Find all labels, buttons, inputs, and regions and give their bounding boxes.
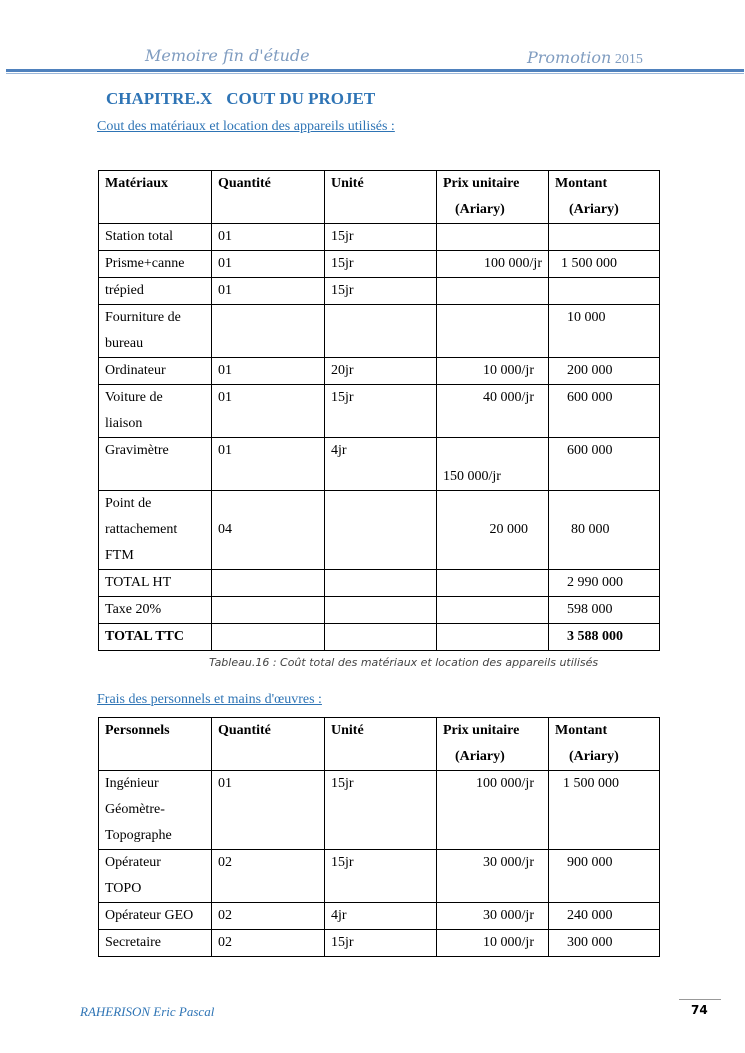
table-cell: 4jr bbox=[325, 438, 437, 491]
table-cell: 15jr bbox=[325, 385, 437, 438]
table-cell: 150 000/jr bbox=[437, 438, 549, 491]
table-cell bbox=[99, 850, 212, 903]
header-promotion-label: Promotion bbox=[527, 48, 612, 67]
cell-line: bureau bbox=[105, 336, 144, 351]
table-cell: TOTAL HT bbox=[99, 570, 212, 597]
table-cell: 15jr bbox=[325, 771, 437, 850]
amount-value: 3 588 000 bbox=[567, 629, 623, 644]
footer-author: RAHERISON Eric Pascal bbox=[80, 1004, 215, 1019]
table-cell bbox=[437, 570, 549, 597]
table-cell bbox=[549, 624, 660, 651]
amount-value: 80 000 bbox=[571, 522, 610, 537]
cell-line: Topographe bbox=[105, 828, 172, 843]
header-line: Prix unitaire bbox=[443, 176, 520, 191]
table-cell bbox=[212, 624, 325, 651]
personnel-cost-table bbox=[98, 717, 660, 957]
table-cell bbox=[99, 305, 212, 358]
page-number-rule bbox=[679, 999, 721, 1000]
table-row bbox=[99, 251, 660, 278]
table-row bbox=[99, 358, 660, 385]
table-cell: 01 bbox=[212, 438, 325, 491]
table-cell: Ordinateur bbox=[99, 358, 212, 385]
table-cell bbox=[549, 903, 660, 930]
table-cell: 01 bbox=[212, 385, 325, 438]
header-document-title: Memoire fin d'étude bbox=[145, 46, 310, 65]
table-header-row bbox=[99, 718, 660, 771]
table-cell: Station total bbox=[99, 224, 212, 251]
table-cell: 15jr bbox=[325, 278, 437, 305]
table-row bbox=[99, 624, 660, 651]
header-cell bbox=[549, 718, 660, 771]
materials-cost-table bbox=[98, 170, 660, 651]
header-line: (Ariary) bbox=[455, 749, 505, 764]
table-cell bbox=[325, 305, 437, 358]
page-number: 74 bbox=[691, 1003, 708, 1017]
header-cell: Quantité bbox=[212, 718, 325, 771]
header-line: (Ariary) bbox=[455, 202, 505, 217]
table-cell: 20 000 bbox=[437, 491, 549, 570]
table-cell: 01 bbox=[212, 224, 325, 251]
table-caption: Tableau.16 : Coût total des matériaux et location des appareils utilisés bbox=[209, 656, 599, 669]
header-line: Prix unitaire bbox=[443, 723, 520, 738]
amount-value: 10 000 bbox=[567, 310, 606, 325]
table-cell: 15jr bbox=[325, 930, 437, 957]
table-cell bbox=[325, 491, 437, 570]
table-cell bbox=[549, 491, 660, 570]
table-cell bbox=[212, 305, 325, 358]
table-cell bbox=[549, 305, 660, 358]
table-row bbox=[99, 771, 660, 850]
table-cell: 01 bbox=[212, 771, 325, 850]
amount-value: 600 000 bbox=[567, 443, 613, 458]
cell-line: FTM bbox=[105, 548, 134, 563]
table-header-row bbox=[99, 171, 660, 224]
table-cell: Secretaire bbox=[99, 930, 212, 957]
table-cell: 40 000/jr bbox=[437, 385, 549, 438]
header-cell: Personnels bbox=[99, 718, 212, 771]
table-row bbox=[99, 305, 660, 358]
table-row bbox=[99, 385, 660, 438]
section-title-personnel: Frais des personnels et mains d'œuvres : bbox=[97, 692, 322, 707]
cell-line: Géomètre- bbox=[105, 802, 165, 817]
section-title-materials: Cout des matériaux et location des appareils utilisés : bbox=[97, 119, 395, 134]
table-cell: 02 bbox=[212, 903, 325, 930]
header-line: (Ariary) bbox=[569, 749, 619, 764]
table-cell: TOTAL TTC bbox=[99, 624, 212, 651]
table-cell: Opérateur GEO bbox=[99, 903, 212, 930]
header-cell: Unité bbox=[325, 171, 437, 224]
table-cell bbox=[437, 224, 549, 251]
table-cell bbox=[549, 597, 660, 624]
header-rule bbox=[6, 69, 744, 72]
table-cell: 30 000/jr bbox=[437, 850, 549, 903]
amount-value: 200 000 bbox=[567, 363, 613, 378]
table-cell: 15jr bbox=[325, 850, 437, 903]
table-cell: 100 000/jr bbox=[437, 771, 549, 850]
table-row bbox=[99, 930, 660, 957]
table-cell: 15jr bbox=[325, 251, 437, 278]
table-cell: 15jr bbox=[325, 224, 437, 251]
header-promotion-year: 2015 bbox=[614, 52, 643, 67]
table-cell: 01 bbox=[212, 358, 325, 385]
table-cell: 20jr bbox=[325, 358, 437, 385]
table-cell bbox=[549, 438, 660, 491]
amount-value: 900 000 bbox=[567, 855, 613, 870]
cell-line: rattachement bbox=[105, 522, 178, 537]
table-row bbox=[99, 224, 660, 251]
cell-line: TOPO bbox=[105, 881, 142, 896]
table-cell bbox=[549, 930, 660, 957]
cell-line: Opérateur bbox=[105, 855, 161, 870]
cell-line: liaison bbox=[105, 416, 143, 431]
table-cell bbox=[549, 278, 660, 305]
amount-value: 2 990 000 bbox=[567, 575, 623, 590]
table-cell bbox=[325, 624, 437, 651]
amount-value: 1 500 000 bbox=[561, 256, 617, 271]
table-cell bbox=[437, 305, 549, 358]
table-cell bbox=[437, 597, 549, 624]
amount-value: 240 000 bbox=[567, 908, 613, 923]
table-cell bbox=[325, 570, 437, 597]
table-cell: 10 000/jr bbox=[437, 358, 549, 385]
table-cell bbox=[549, 251, 660, 278]
header-cell: Matériaux bbox=[99, 171, 212, 224]
table-row bbox=[99, 903, 660, 930]
table-cell bbox=[99, 385, 212, 438]
chapter-number: CHAPITRE.X bbox=[106, 89, 213, 108]
table-row bbox=[99, 850, 660, 903]
table-cell bbox=[549, 570, 660, 597]
table-cell: 02 bbox=[212, 850, 325, 903]
table-cell bbox=[437, 278, 549, 305]
table-cell bbox=[549, 850, 660, 903]
cell-line: Point de bbox=[105, 496, 152, 511]
amount-value: 598 000 bbox=[567, 602, 613, 617]
table-cell bbox=[549, 385, 660, 438]
table-cell: 01 bbox=[212, 251, 325, 278]
header-rule-thin bbox=[6, 73, 744, 74]
table-cell bbox=[325, 597, 437, 624]
header-line: Montant bbox=[555, 723, 608, 738]
header-line: Montant bbox=[555, 176, 608, 191]
header-cell bbox=[437, 171, 549, 224]
table-row bbox=[99, 491, 660, 570]
cell-line: Voiture de bbox=[105, 390, 163, 405]
table-cell: 100 000/jr bbox=[437, 251, 549, 278]
amount-value: 1 500 000 bbox=[563, 776, 619, 791]
table-cell bbox=[212, 597, 325, 624]
table-cell: 10 000/jr bbox=[437, 930, 549, 957]
table-cell: trépied bbox=[99, 278, 212, 305]
table-row bbox=[99, 597, 660, 624]
header-cell: Unité bbox=[325, 718, 437, 771]
table-cell bbox=[437, 624, 549, 651]
header-line: (Ariary) bbox=[569, 202, 619, 217]
header-promotion bbox=[527, 48, 643, 68]
chapter-heading bbox=[106, 89, 375, 109]
table-cell bbox=[549, 358, 660, 385]
table-cell bbox=[549, 771, 660, 850]
amount-value: 600 000 bbox=[567, 390, 613, 405]
cell-line: Fourniture de bbox=[105, 310, 181, 325]
table-row bbox=[99, 570, 660, 597]
table-cell: Gravimètre bbox=[99, 438, 212, 491]
cell-line: Ingénieur bbox=[105, 776, 159, 791]
table-row bbox=[99, 278, 660, 305]
header-cell: Quantité bbox=[212, 171, 325, 224]
table-cell bbox=[99, 491, 212, 570]
table-row bbox=[99, 438, 660, 491]
table-cell: Prisme+canne bbox=[99, 251, 212, 278]
amount-value: 300 000 bbox=[567, 935, 613, 950]
table-cell: 01 bbox=[212, 278, 325, 305]
table-cell: 30 000/jr bbox=[437, 903, 549, 930]
table-cell bbox=[99, 771, 212, 850]
table-cell: 04 bbox=[212, 491, 325, 570]
header-cell bbox=[549, 171, 660, 224]
table-cell: 02 bbox=[212, 930, 325, 957]
chapter-title: COUT DU PROJET bbox=[226, 89, 376, 108]
table-cell bbox=[549, 224, 660, 251]
table-cell bbox=[212, 570, 325, 597]
table-cell: Taxe 20% bbox=[99, 597, 212, 624]
header-cell bbox=[437, 718, 549, 771]
table-cell: 4jr bbox=[325, 903, 437, 930]
